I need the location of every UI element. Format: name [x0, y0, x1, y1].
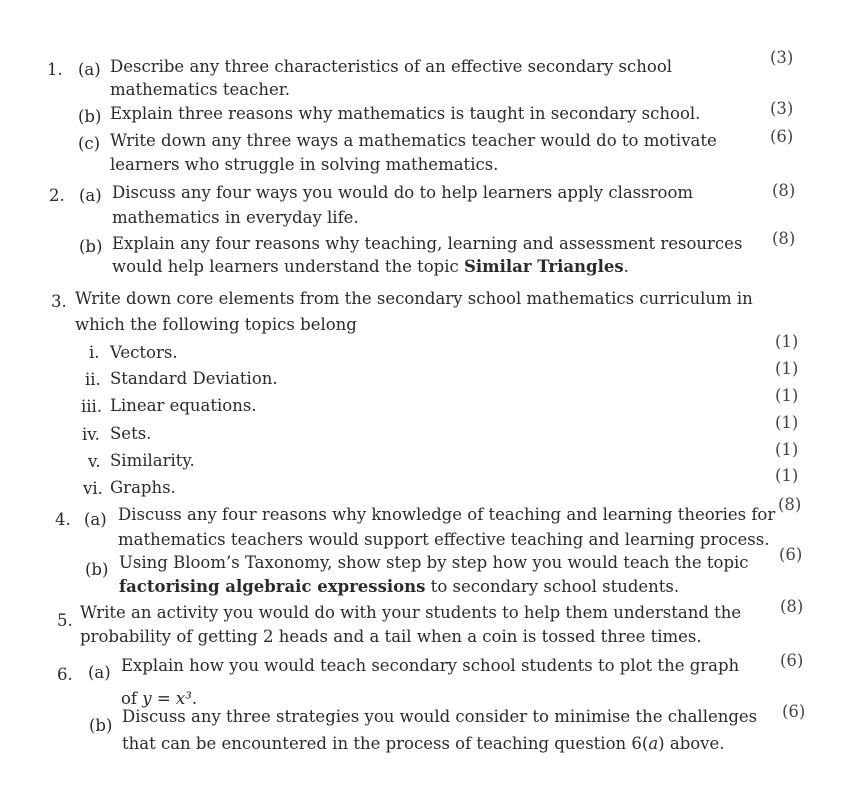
question-4b-text-line2: [119, 577, 679, 597]
question-3-item-v-marks: (1): [775, 440, 799, 459]
question-4b-marks: (6): [779, 545, 803, 564]
question-4a-text-line1: Discuss any four reasons why knowledge of teaching and learning theories for: [118, 505, 776, 524]
question-4b-label: (b): [85, 560, 109, 579]
question-3-item-i-marks: (1): [775, 332, 799, 351]
question-3-item-vi-label: vi.: [83, 479, 103, 498]
question-2b-text-line2-post: .: [623, 257, 629, 276]
question-1a-text-line1: Describe any three characteristics of an effective secondary school: [110, 57, 673, 76]
question-4a-text-line2: mathematics teachers would support effective teaching and learning process.: [118, 530, 770, 549]
question-3-item-ii-text: Standard Deviation.: [110, 369, 278, 388]
question-1-number: 1.: [47, 60, 63, 79]
question-4a-marks: (8): [778, 495, 802, 514]
question-3-item-i-text: Vectors.: [110, 343, 178, 362]
question-2a-marks: (8): [772, 181, 796, 200]
question-ref-a: a: [648, 734, 659, 753]
question-6-number: 6.: [57, 665, 73, 684]
question-4a-label: (a): [84, 510, 107, 529]
question-1b-text-line1: Explain three reasons why mathematics is taught in secondary school.: [110, 104, 701, 123]
question-6a-text-line2-post: .: [191, 689, 198, 708]
question-3-item-iv-marks: (1): [775, 413, 799, 432]
question-3-number: 3.: [51, 292, 67, 311]
question-6a-label: (a): [88, 663, 111, 682]
question-1b-label: (b): [78, 107, 102, 126]
question-1a-marks: (3): [770, 48, 794, 67]
question-1c-text-line2: learners who struggle in solving mathematics.: [110, 155, 499, 174]
topic-factorising-algebraic-expressions: factorising algebraic expressions: [119, 577, 426, 596]
question-1a-text-line2: mathematics teacher.: [110, 80, 291, 99]
question-2b-text-line1: Explain any four reasons why teaching, learning and assessment resources: [112, 234, 743, 253]
question-3-item-ii-marks: (1): [775, 359, 799, 378]
question-1c-marks: (6): [770, 127, 794, 146]
question-1b-marks: (3): [770, 99, 794, 118]
question-2b-text-line2-pre: would help learners understand the topic: [112, 257, 464, 276]
question-2b-text-line2: [112, 257, 629, 277]
question-2-number: 2.: [49, 186, 65, 205]
question-6b-text-line1: Discuss any three strategies you would consider to minimise the challenges: [122, 707, 758, 726]
question-3-item-ii-label: ii.: [85, 370, 101, 389]
question-3-item-iii-label: iii.: [81, 397, 103, 416]
question-1c-label: (c): [78, 134, 101, 153]
question-3-item-iii-marks: (1): [775, 386, 799, 405]
equation-y-equals-x-cubed: y = x³: [142, 689, 192, 708]
question-6a-marks: (6): [780, 651, 804, 670]
question-6b-label: (b): [89, 716, 113, 735]
question-5-marks: (8): [780, 597, 804, 616]
question-6b-text-line2: [122, 734, 725, 754]
question-6a-text-line1: Explain how you would teach secondary school students to plot the graph: [121, 656, 740, 675]
question-1a-label: (a): [78, 60, 101, 79]
question-3-stem-line2: which the following topics belong: [75, 315, 357, 334]
question-3-item-iv-text: Sets.: [110, 424, 152, 443]
question-3-item-iii-text: Linear equations.: [110, 396, 257, 415]
question-2a-text-line2: mathematics in everyday life.: [112, 208, 359, 227]
question-6b-text-line2-pre: that can be encountered in the process of teaching question 6(: [122, 734, 649, 753]
question-4b-text-line2-post: to secondary school students.: [425, 577, 680, 596]
question-6a-text-line2: [121, 689, 197, 709]
question-3-item-vi-text: Graphs.: [110, 478, 176, 497]
question-3-item-vi-marks: (1): [775, 466, 799, 485]
question-3-item-iv-label: iv.: [82, 425, 100, 444]
question-5-stem-line1: Write an activity you would do with your students to help them understand the: [80, 603, 742, 622]
question-3-item-i-label: i.: [89, 343, 100, 362]
question-6b-text-line2-post: ) above.: [658, 734, 725, 753]
question-6b-marks: (6): [782, 702, 806, 721]
question-3-item-v-text: Similarity.: [110, 451, 195, 470]
question-5-stem-line2: probability of getting 2 heads and a tail when a coin is tossed three times.: [80, 627, 702, 646]
question-6a-text-line2-pre: of: [121, 689, 143, 708]
question-2a-text-line1: Discuss any four ways you would do to help learners apply classroom: [112, 183, 694, 202]
question-2a-label: (a): [79, 186, 102, 205]
question-2b-label: (b): [79, 237, 103, 256]
topic-similar-triangles: Similar Triangles: [464, 257, 624, 276]
question-4-number: 4.: [55, 510, 71, 529]
question-3-stem-line1: Write down core elements from the secondary school mathematics curriculum in: [75, 289, 753, 308]
question-4b-text-line1: Using Bloom’s Taxonomy, show step by step how you would teach the topic: [119, 553, 749, 572]
question-2b-marks: (8): [772, 229, 796, 248]
question-5-number: 5.: [57, 611, 73, 630]
question-3-item-v-label: v.: [88, 452, 101, 471]
question-1c-text-line1: Write down any three ways a mathematics teacher would do to motivate: [110, 131, 717, 150]
